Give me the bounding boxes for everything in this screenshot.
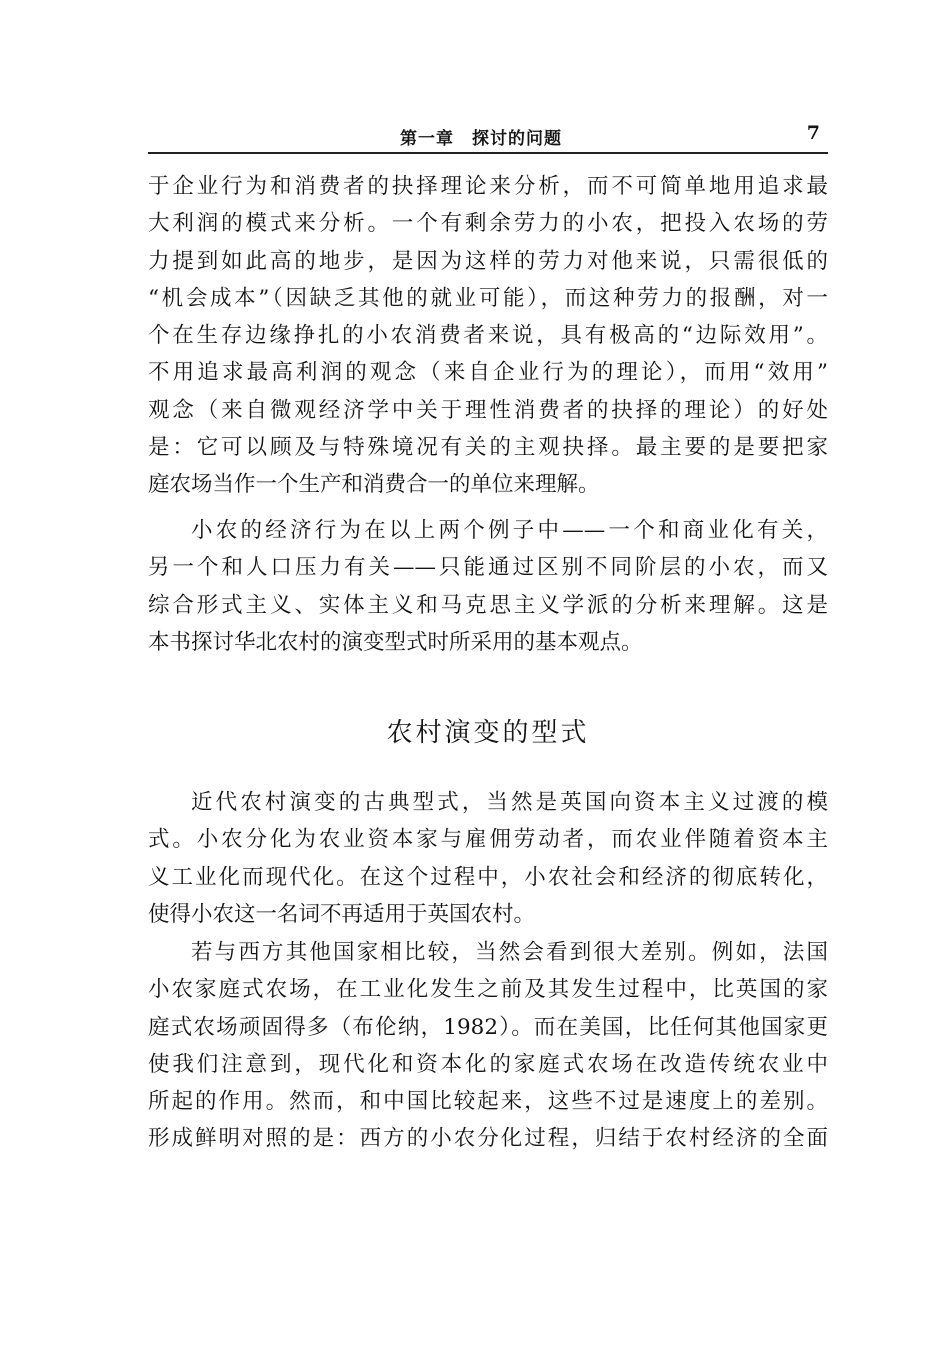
text-line: 小农家庭式农场，在工业化发生之前及其发生过程中，比英国的家 (148, 977, 828, 1003)
text-line: 本书探讨华北农村的演变型式时所采用的基本观点。 (148, 629, 643, 655)
text-line: 小农的经济行为在以上两个例子中——一个和商业化有关， (191, 518, 828, 543)
text-line: 若与西方其他国家相比较，当然会看到很大差别。例如，法国 (191, 940, 828, 965)
paragraph-comparison (148, 934, 828, 1158)
paragraph-classic-pattern (148, 784, 828, 933)
text-line: 近代农村演变的古典型式，当然是英国向资本主义过渡的模 (191, 790, 828, 815)
text-line: 庭式农场顽固得多（布伦纳，1982）。而在美国，比任何其他国家更 (148, 1014, 828, 1040)
section-heading: 农村演变的型式 (386, 718, 590, 748)
text-line: 形成鲜明对照的是：西方的小农分化过程，归结于农村经济的全面 (148, 1126, 828, 1152)
text-line: 力提到如此高的地步，是因为这样的劳力对他来说，只需很低的 (148, 248, 828, 274)
paragraph-continuation (148, 168, 828, 504)
text-line: 个在生存边缘挣扎的小农消费者来说，具有极高的“边际效用”。 (148, 323, 828, 349)
text-line: 所起的作用。然而，和中国比较起来，这些不过是速度上的差别。 (148, 1089, 828, 1115)
text-line: 不用追求最高利润的观念（来自企业行为的理论），而用“效用” (148, 360, 828, 386)
text-line: 使得小农这一名词不再适用于英国农村。 (148, 901, 536, 927)
text-line: 于企业行为和消费者的抉择理论来分析，而不可简单地用追求最 (148, 174, 828, 199)
paragraph-viewpoint (148, 512, 828, 661)
running-header (148, 122, 828, 154)
text-line: 庭农场当作一个生产和消费合一的单位来理解。 (148, 472, 600, 498)
text-line: 使我们注意到，现代化和资本化的家庭式农场在改造传统农业中 (148, 1051, 828, 1077)
text-line: 另一个和人口压力有关——只能通过区别不同阶层的小农，而又 (148, 555, 828, 581)
running-title: 第一章 探讨的问题 (400, 129, 562, 149)
text-line: 大利润的模式来分析。一个有剩余劳力的小农，把投入农场的劳 (148, 211, 828, 237)
page-number: 7 (806, 122, 820, 144)
text-line: 观念（来自微观经济学中关于理性消费者的抉择的理论）的好处 (148, 397, 828, 423)
text-line: 式。小农分化为农业资本家与雇佣劳动者，而农业伴随着资本主 (148, 827, 828, 853)
text-line: “机会成本”（因缺乏其他的就业可能），而这种劳力的报酬，对一 (148, 285, 828, 311)
text-line: 是：它可以顾及与特殊境况有关的主观抉择。最主要的是要把家 (148, 435, 828, 461)
text-line: 义工业化而现代化。在这个过程中，小农社会和经济的彻底转化， (148, 864, 828, 890)
text-line: 综合形式主义、实体主义和马克思主义学派的分析来理解。这是 (148, 592, 828, 618)
